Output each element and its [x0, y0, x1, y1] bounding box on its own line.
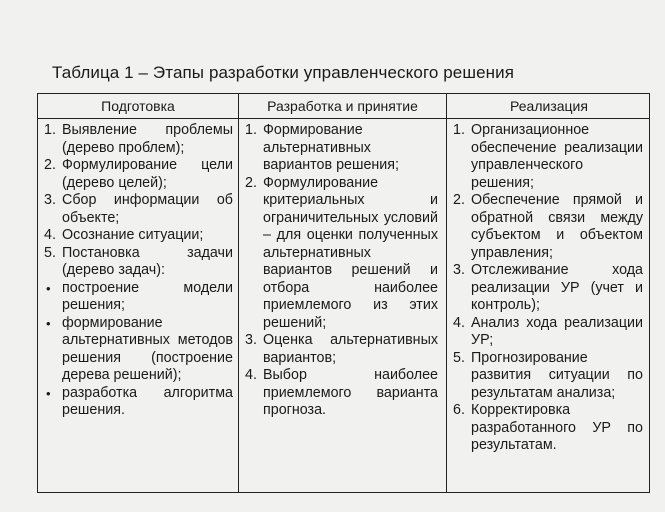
- item-text: Осознание ситуации;: [62, 227, 204, 243]
- list-item: [245, 332, 438, 367]
- list-item: [44, 227, 233, 245]
- item-number: 1.: [245, 122, 257, 138]
- item-text: Постановка задачи (дерево задач):: [62, 244, 233, 278]
- item-number: 3.: [44, 192, 56, 208]
- list-item: [453, 192, 643, 262]
- column-header-implementation: Реализация: [510, 98, 588, 114]
- item-number: 2.: [44, 157, 56, 173]
- item-text: Формулирование цели (дерево целей);: [62, 157, 233, 191]
- list-item: [44, 192, 233, 227]
- item-text: Формулирование критериальных и ограничительных условий – для оценки полученных альтернативных вариантов решений и отбора наиболее приемлемого из этих решений;: [263, 174, 438, 331]
- item-number: 4.: [44, 227, 56, 243]
- column-divider: [238, 94, 239, 492]
- item-text: Обеспечение прямой и обратной связи между субъектом и объектом управления;: [471, 192, 643, 261]
- list-item: [245, 122, 438, 175]
- bullet-marker: •: [46, 315, 51, 331]
- bullet-marker: •: [46, 385, 51, 401]
- column-header-development: Разработка и принятие: [267, 98, 418, 114]
- list-item: [44, 280, 233, 315]
- list-item: [453, 262, 643, 315]
- item-number: 4.: [245, 367, 257, 383]
- item-number: 6.: [453, 402, 465, 418]
- item-number: 5.: [453, 349, 465, 366]
- list-item: [245, 367, 438, 420]
- column-header-preparation: Подготовка: [101, 98, 175, 114]
- list-item: [453, 350, 643, 403]
- column-preparation: [44, 122, 233, 420]
- item-text: Корректировка разработанного УР по результатам.: [471, 402, 643, 453]
- item-text: Анализ хода реализации УР;: [471, 314, 643, 348]
- item-number: 3.: [245, 332, 257, 348]
- item-text: Выбор наиболее приемлемого варианта прогноза.: [263, 367, 438, 418]
- list-item: [453, 122, 643, 192]
- item-text: построение модели решения;: [62, 279, 233, 313]
- item-number: 4.: [453, 314, 465, 331]
- column-divider: [446, 94, 447, 492]
- item-text: Выявление проблемы (дерево проблем);: [62, 122, 233, 156]
- item-number: 2.: [245, 174, 257, 191]
- list-item: [44, 122, 233, 157]
- bullet-marker: •: [46, 280, 51, 296]
- item-number: 1.: [453, 122, 465, 138]
- item-text: Оценка альтернативных вариантов;: [263, 332, 438, 366]
- list-item: [44, 245, 233, 280]
- list-item: [44, 385, 233, 420]
- item-text: Организационное обеспечение реализации управленческого решения;: [471, 122, 643, 191]
- header-divider: [38, 118, 649, 119]
- list-item: [44, 157, 233, 192]
- item-number: 1.: [44, 122, 56, 138]
- item-text: разработка алгоритма решения.: [62, 384, 233, 418]
- item-text: Прогнозирование развития ситуации по результатам анализа;: [471, 349, 643, 401]
- item-text: Сбор информации об объекте;: [62, 192, 233, 226]
- item-text: формирование альтернативных методов решения (построение дерева решений);: [62, 314, 233, 383]
- list-item: [453, 315, 643, 350]
- column-development: [245, 122, 438, 420]
- list-item: [245, 175, 438, 333]
- stages-table: [37, 93, 650, 493]
- table-caption: Таблица 1 – Этапы разработки управленческого решения: [52, 63, 515, 82]
- list-item: [44, 315, 233, 385]
- item-number: 3.: [453, 262, 465, 278]
- item-number: 5.: [44, 244, 56, 261]
- item-number: 2.: [453, 192, 465, 208]
- item-text: Формирование альтернативных вариантов решения;: [263, 122, 399, 173]
- list-item: [453, 402, 643, 455]
- item-text: Отслеживание хода реализации УР (учет и контроль);: [471, 262, 643, 313]
- column-implementation: [453, 122, 643, 455]
